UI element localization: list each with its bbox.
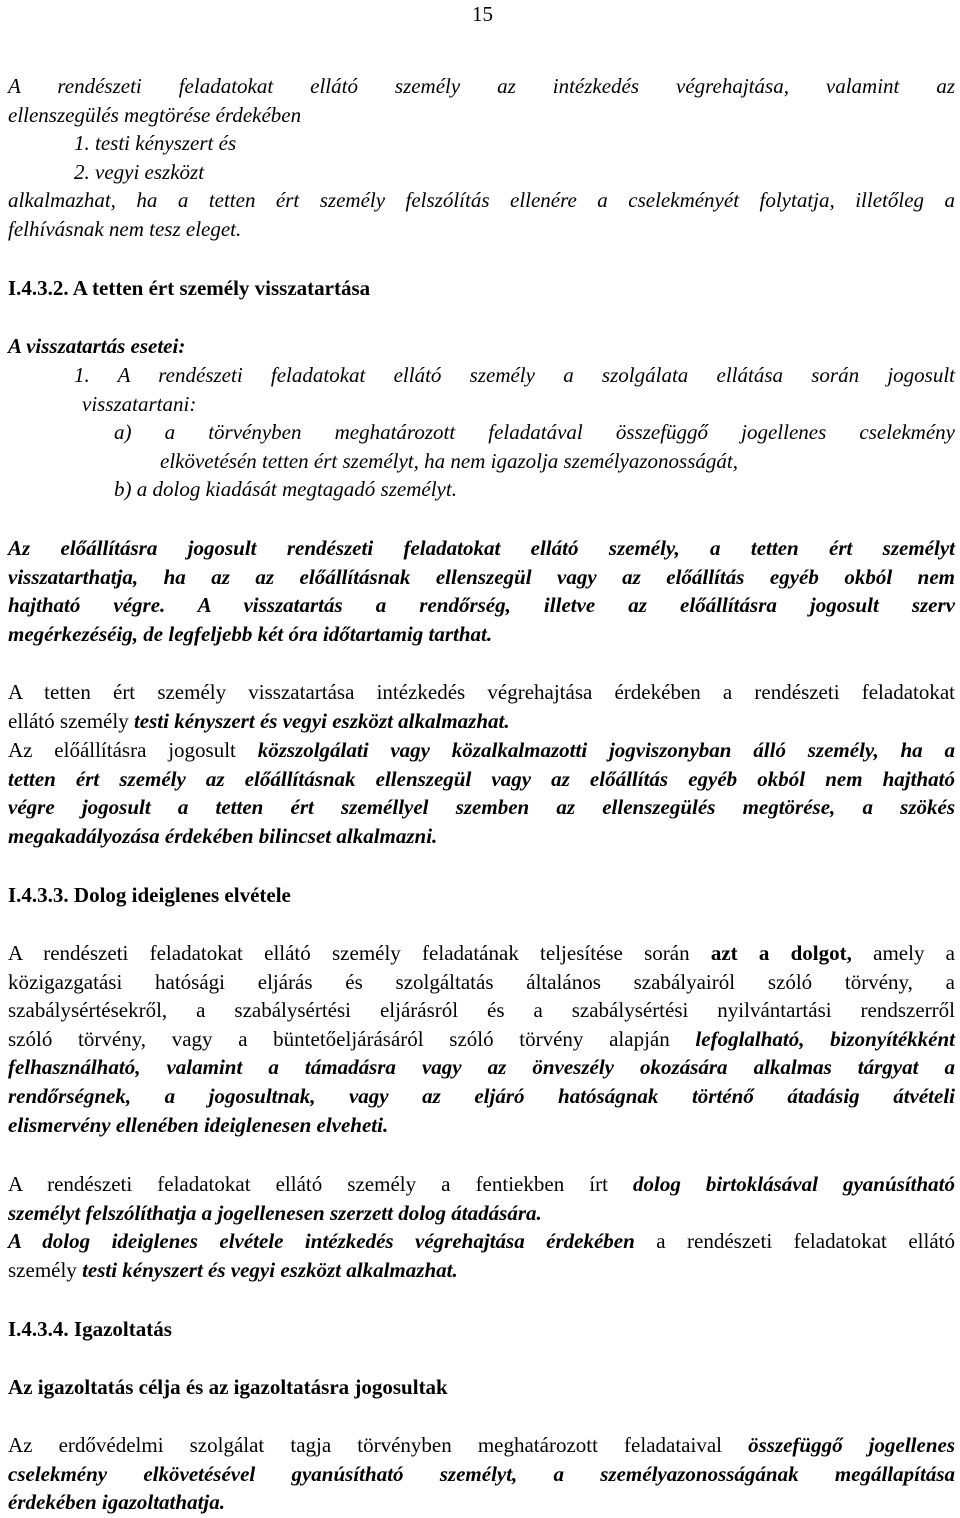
text-line: elismervény ellenében ideiglenesen elveheti. xyxy=(8,1112,389,1137)
list-item: b) a dolog kiadását megtagadó személyt. xyxy=(114,477,457,502)
section-heading: I.4.3.4. Igazoltatás xyxy=(8,1317,172,1341)
emphasis-span: lefoglalható, bizonyítékként xyxy=(695,1026,956,1051)
text-span: A rendészeti feladatokat ellátó személy a fentiekben írt xyxy=(8,1172,633,1196)
list-item: 1. testi kényszert és xyxy=(74,131,237,156)
list-item: 1. A rendészeti feladatokat ellátó személy a szolgálata ellátása során jogosult xyxy=(74,363,955,387)
emphasis-span: közszolgálati vagy közalkalmazotti jogviszonyban álló személy, ha a xyxy=(257,738,955,762)
text-line: visszatarthatja, ha az az előállításnak ellenszegül vagy az előállítás egyéb okból nem xyxy=(8,564,955,589)
section-heading: I.4.3.2. A tetten ért személy visszatartása xyxy=(8,276,371,300)
text-line: felhasználható, valamint a támadásra vagy az önveszély okozására alkalmas tárgyat a xyxy=(8,1055,955,1080)
text-line: Az előállításra jogosult rendészeti feladatokat ellátó személy, a tetten ért személyt xyxy=(8,536,955,560)
list-item: a) a törvényben meghatározott feladatával összefüggő jogellenes cselekmény xyxy=(114,420,955,445)
text-line: felhívásnak nem tesz eleget. xyxy=(8,216,242,241)
paragraph-seizure xyxy=(8,939,955,1139)
paragraph-detention-force xyxy=(8,678,955,735)
text-line: rendőrségnek, a jogosultnak, vagy az eljáró hatóságnak történő átadásig átvételi xyxy=(8,1083,955,1108)
text-line: visszatartani: xyxy=(82,391,197,416)
text-line xyxy=(8,1170,955,1199)
text-span: személy xyxy=(8,1257,83,1282)
emphasis-span: testi kényszert és vegyi eszközt alkalmazhat. xyxy=(82,1257,458,1282)
text-line xyxy=(8,707,955,736)
paragraph-detention-cases xyxy=(8,361,955,504)
text-line xyxy=(8,1227,955,1256)
paragraph-handcuffs xyxy=(8,736,955,850)
text-line: A rendészeti feladatokat ellátó személy az intézkedés végrehajtása, valamint az xyxy=(8,74,955,98)
paragraph-identification xyxy=(8,1431,955,1517)
paragraph-detention-rule xyxy=(8,534,955,648)
text-line: közigazgatási hatósági eljárás és szolgáltatás általános szabályairól szóló törvény, a xyxy=(8,969,955,994)
text-line: cselekmény elkövetésével gyanúsítható személyt, a személyazonosságának megállapítása xyxy=(8,1461,955,1486)
paragraph-force-use xyxy=(8,72,955,244)
subsection-heading: Az igazoltatás célja és az igazoltatásra jogosultak xyxy=(8,1375,448,1399)
text-line: tetten ért személy az előállításnak ellenszegül vagy az előállítás egyéb okból nem hajtható xyxy=(8,766,955,791)
text-line: alkalmazhat, ha a tetten ért személy felszólítás ellenére a cselekményét folytatja, illetőleg a xyxy=(8,188,955,213)
text-line: érdekében igazoltathatja. xyxy=(8,1490,225,1515)
text-span: amely a xyxy=(851,941,956,965)
text-line xyxy=(8,939,955,968)
text-span: A rendészeti feladatokat ellátó személy feladatának teljesítése során xyxy=(8,941,711,965)
emphasis-span: azt a dolgot, xyxy=(710,941,852,965)
text-line: személyt felszólíthatja a jogellenesen szerzett dolog átadására. xyxy=(8,1200,542,1225)
text-span: szóló törvény, vagy a büntetőeljárásáról szóló törvény alapján xyxy=(8,1026,696,1051)
subheading: A visszatartás esetei: xyxy=(8,334,186,358)
text-line xyxy=(8,1025,955,1054)
text-line: A tetten ért személy visszatartása intézkedés végrehajtása érdekében a rendészeti feladatokat xyxy=(8,680,955,704)
emphasis-span: összefüggő jogellenes xyxy=(748,1433,955,1457)
page-number: 15 xyxy=(472,2,493,26)
section-heading: I.4.3.3. Dolog ideiglenes elvétele xyxy=(8,883,291,907)
text-line: megakadályozása érdekében bilincset alkalmazni. xyxy=(8,823,438,848)
text-line: hajtható végre. A visszatartás a rendőrség, illetve az előállításra jogosult szerv xyxy=(8,593,955,618)
emphasis-span: dolog birtoklásával gyanúsítható xyxy=(633,1172,956,1196)
emphasis-span: testi kényszert és vegyi eszközt alkalmazhat. xyxy=(133,708,510,733)
text-line: végre jogosult a tetten ért személlyel szemben az ellenszegülés megtörése, a szökés xyxy=(8,795,955,820)
paragraph-seizure-request xyxy=(8,1170,955,1284)
text-span: Az erdővédelmi szolgálat tagja törvényben meghatározott feladataival xyxy=(8,1433,749,1457)
text-span: ellátó személy xyxy=(8,708,134,733)
text-line: szabálysértésekről, a szabálysértési eljárásról és a szabálysértési nyilvántartási rendszerről xyxy=(8,998,955,1023)
emphasis-span: A dolog ideiglenes elvétele intézkedés végrehajtása érdekében xyxy=(8,1229,635,1254)
text-line: elkövetésén tetten ért személyt, ha nem igazolja személyazonosságát, xyxy=(160,448,738,473)
text-span: Az előállításra jogosult xyxy=(8,738,258,762)
text-line: ellenszegülés megtörése érdekében xyxy=(8,102,302,127)
text-line xyxy=(8,736,955,765)
list-item: 2. vegyi eszközt xyxy=(74,159,205,184)
text-line: megérkezéséig, de legfeljebb két óra időtartamig tarthat. xyxy=(8,621,493,646)
text-line xyxy=(8,1431,955,1460)
text-line xyxy=(8,1256,955,1285)
text-span: a rendészeti feladatokat ellátó xyxy=(634,1229,955,1254)
